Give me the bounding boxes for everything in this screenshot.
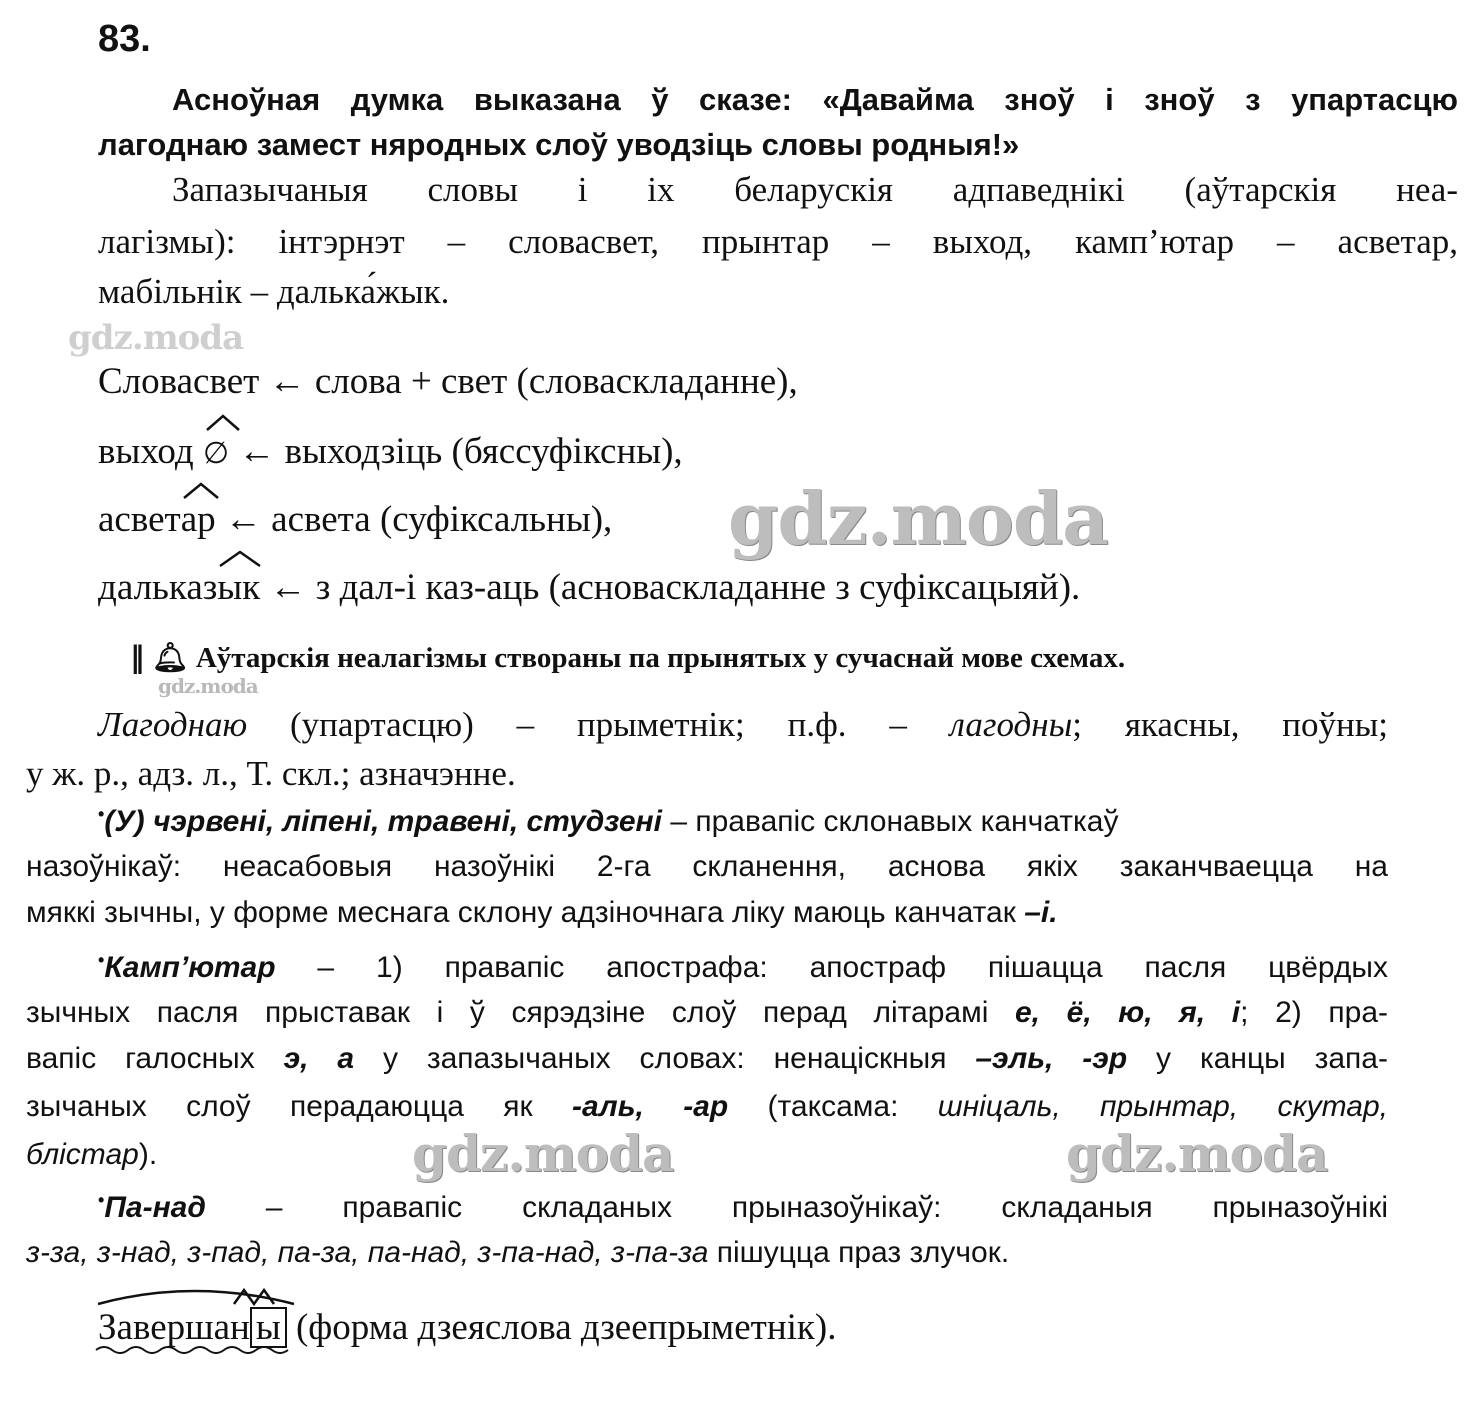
watermark-mid: gdz.moda	[412, 1124, 674, 1183]
rule2-letters: е, ё, ю, я, і	[1015, 996, 1241, 1029]
derivation-3-stem: асвет	[98, 499, 181, 540]
derivation-1-rest: ← слова + свет (словаскладанне),	[268, 361, 798, 402]
rule1-line1	[98, 804, 1388, 839]
rule3-line2	[26, 1236, 1009, 1270]
final-line	[98, 1306, 836, 1349]
rule2-examples: шніцаль, прынтар, скутар,	[937, 1090, 1388, 1123]
derivation-2	[98, 430, 683, 473]
derivation-2-word: выход	[98, 431, 194, 472]
rule3-line2-end: пішуцца праз злучок.	[708, 1236, 1010, 1269]
final-stem-wrap	[98, 1306, 250, 1349]
rule2-line4-mid: (таксама:	[728, 1090, 938, 1123]
bell-icon: 🔔︎	[151, 640, 189, 674]
rule2-line4-start: зычаных слоў перадаюцца як	[26, 1090, 573, 1123]
rule2-rest: – 1) правапіс апострафа: апостраф пішацца пасля цвёрдых	[275, 951, 1388, 984]
rule2-vowels: э, а	[283, 1042, 355, 1075]
derivation-4-suffix-wrap	[217, 566, 260, 609]
rule2-line5-word: блістар	[26, 1138, 139, 1171]
para2-line3: мабільнік – далька́жык.	[98, 272, 450, 311]
suffix-arc-icon	[203, 412, 243, 432]
derivation-4-stem: дальказ	[98, 567, 218, 608]
rule1-rest: – правапіс склонавых канчаткаў	[662, 805, 1119, 838]
rule3-examples: з-за, з-над, з-пад, па-за, па-над, з-па-над, з-па-за	[26, 1236, 709, 1269]
rule2-line3	[26, 1042, 1388, 1076]
rule1-line2: назоўнікаў: неасабовыя назоўнікі 2-га скланення, аснова якіх заканчваецца на	[26, 850, 1388, 883]
analysis-word: Лагоднаю	[98, 705, 248, 744]
zero-suffix-icon: ∅	[202, 436, 230, 471]
rule1-line3	[26, 896, 1058, 930]
derivation-3-suffix-wrap	[181, 498, 216, 541]
derivation-4-suffix: ык	[217, 567, 261, 608]
rule3-line1	[98, 1190, 1388, 1225]
final-rest: (форма дзеяслова дзеепрыметнік).	[286, 1307, 837, 1348]
rule2-line5-end: ).	[138, 1138, 158, 1171]
final-stem: Завершан	[98, 1307, 250, 1348]
morpheme-marks-icon	[94, 1282, 354, 1362]
derivation-2-rest: ← выходзіць (бяссуфіксны),	[238, 431, 683, 472]
rule2-line3-start: вапіс галосных	[26, 1042, 284, 1075]
analysis-initial-form: лагодны	[949, 705, 1073, 744]
derivation-3-rest: ← асвета (суфіксальны),	[224, 499, 613, 540]
watermark-large: gdz.moda	[728, 476, 1108, 561]
rule3-word: Па-над	[104, 1191, 206, 1224]
rule1-line3-start: мяккі зычны, у форме меснага склону адзіночнага ліку маюць канчатак	[26, 896, 1025, 929]
rule2-line1	[98, 950, 1388, 985]
zero-ending-mark	[203, 430, 229, 473]
analysis-rest: (упартасцю) – прыметнік; п.ф. –	[247, 705, 950, 744]
analysis-line2: у ж. р., адз. л., Т. скл.; азначэнне.	[26, 754, 516, 793]
analysis-line1	[98, 705, 1388, 745]
rule1-marker: •	[98, 804, 105, 824]
rule2-marker: •	[98, 950, 105, 970]
watermark-small: gdz.moda	[158, 674, 258, 698]
rule2-line5	[26, 1138, 157, 1172]
rule2-line3-mid: у запазычаных словах: ненаціскныя	[354, 1042, 976, 1075]
final-ending-box: ы	[250, 1307, 287, 1348]
rule2-line2-end: ; 2) пра-	[1240, 996, 1388, 1029]
watermark: gdz.moda	[68, 318, 244, 358]
para2-line2: лагізмы): інтэрнэт – словасвет, прынтар – выход, камп’ютар – асветар,	[98, 222, 1458, 261]
rule3-marker: •	[98, 1190, 105, 1210]
derivation-3-suffix: ар	[180, 499, 216, 540]
rule1-words: (У) чэрвені, ліпені, травені, студзені	[104, 805, 662, 838]
rule3-rest: – правапіс складаных прыназоўнікаў: складаныя прыназоўнікі	[205, 1191, 1388, 1224]
suffix-arc-icon	[217, 548, 263, 568]
para1-line1: Асноўная думка выказана ў сказе: «Давайма зноў і зноў з упартасцю	[172, 82, 1458, 117]
rule2-line4	[26, 1090, 1388, 1124]
derivation-4	[98, 566, 1080, 609]
note	[130, 640, 1125, 675]
rule2-endings2: -аль, -ар	[572, 1090, 729, 1123]
analysis-tail: ; якасны, поўны;	[1072, 705, 1388, 744]
para2-line1: Запазычаныя словы і іх беларускія адпаведнікі (аўтарскія неа-	[172, 170, 1458, 209]
exercise-number: 83.	[98, 18, 151, 60]
note-text: Аўтарскія неалагізмы створаны па прынятых у сучаснай мове схемах.	[195, 642, 1126, 674]
derivation-4-rest: ← з дал-і каз-аць (асноваскладанне з суфіксацыяй).	[269, 567, 1081, 608]
rule2-line3-end: у канцы запа-	[1127, 1042, 1388, 1075]
rule2-line2-start: зычных пасля прыставак і ў сярэдзіне слоў перад літарамі	[26, 996, 1015, 1029]
double-bar-icon: ‖	[130, 640, 145, 674]
derivation-3	[98, 498, 612, 541]
watermark-right: gdz.moda	[1066, 1124, 1328, 1183]
rule2-line2	[26, 996, 1388, 1030]
rule2-endings1: –эль, -эр	[975, 1042, 1128, 1075]
suffix-arc-icon	[181, 480, 221, 500]
rule2-word: Камп’ютар	[104, 951, 276, 984]
rule1-ending: –і.	[1024, 896, 1058, 929]
derivation-1-word: Словасвет	[98, 361, 260, 402]
derivation-1	[98, 360, 798, 403]
para1-line2: лагоднаю замест нярoдных слоў уводзіць словы родныя!»	[98, 127, 1020, 162]
